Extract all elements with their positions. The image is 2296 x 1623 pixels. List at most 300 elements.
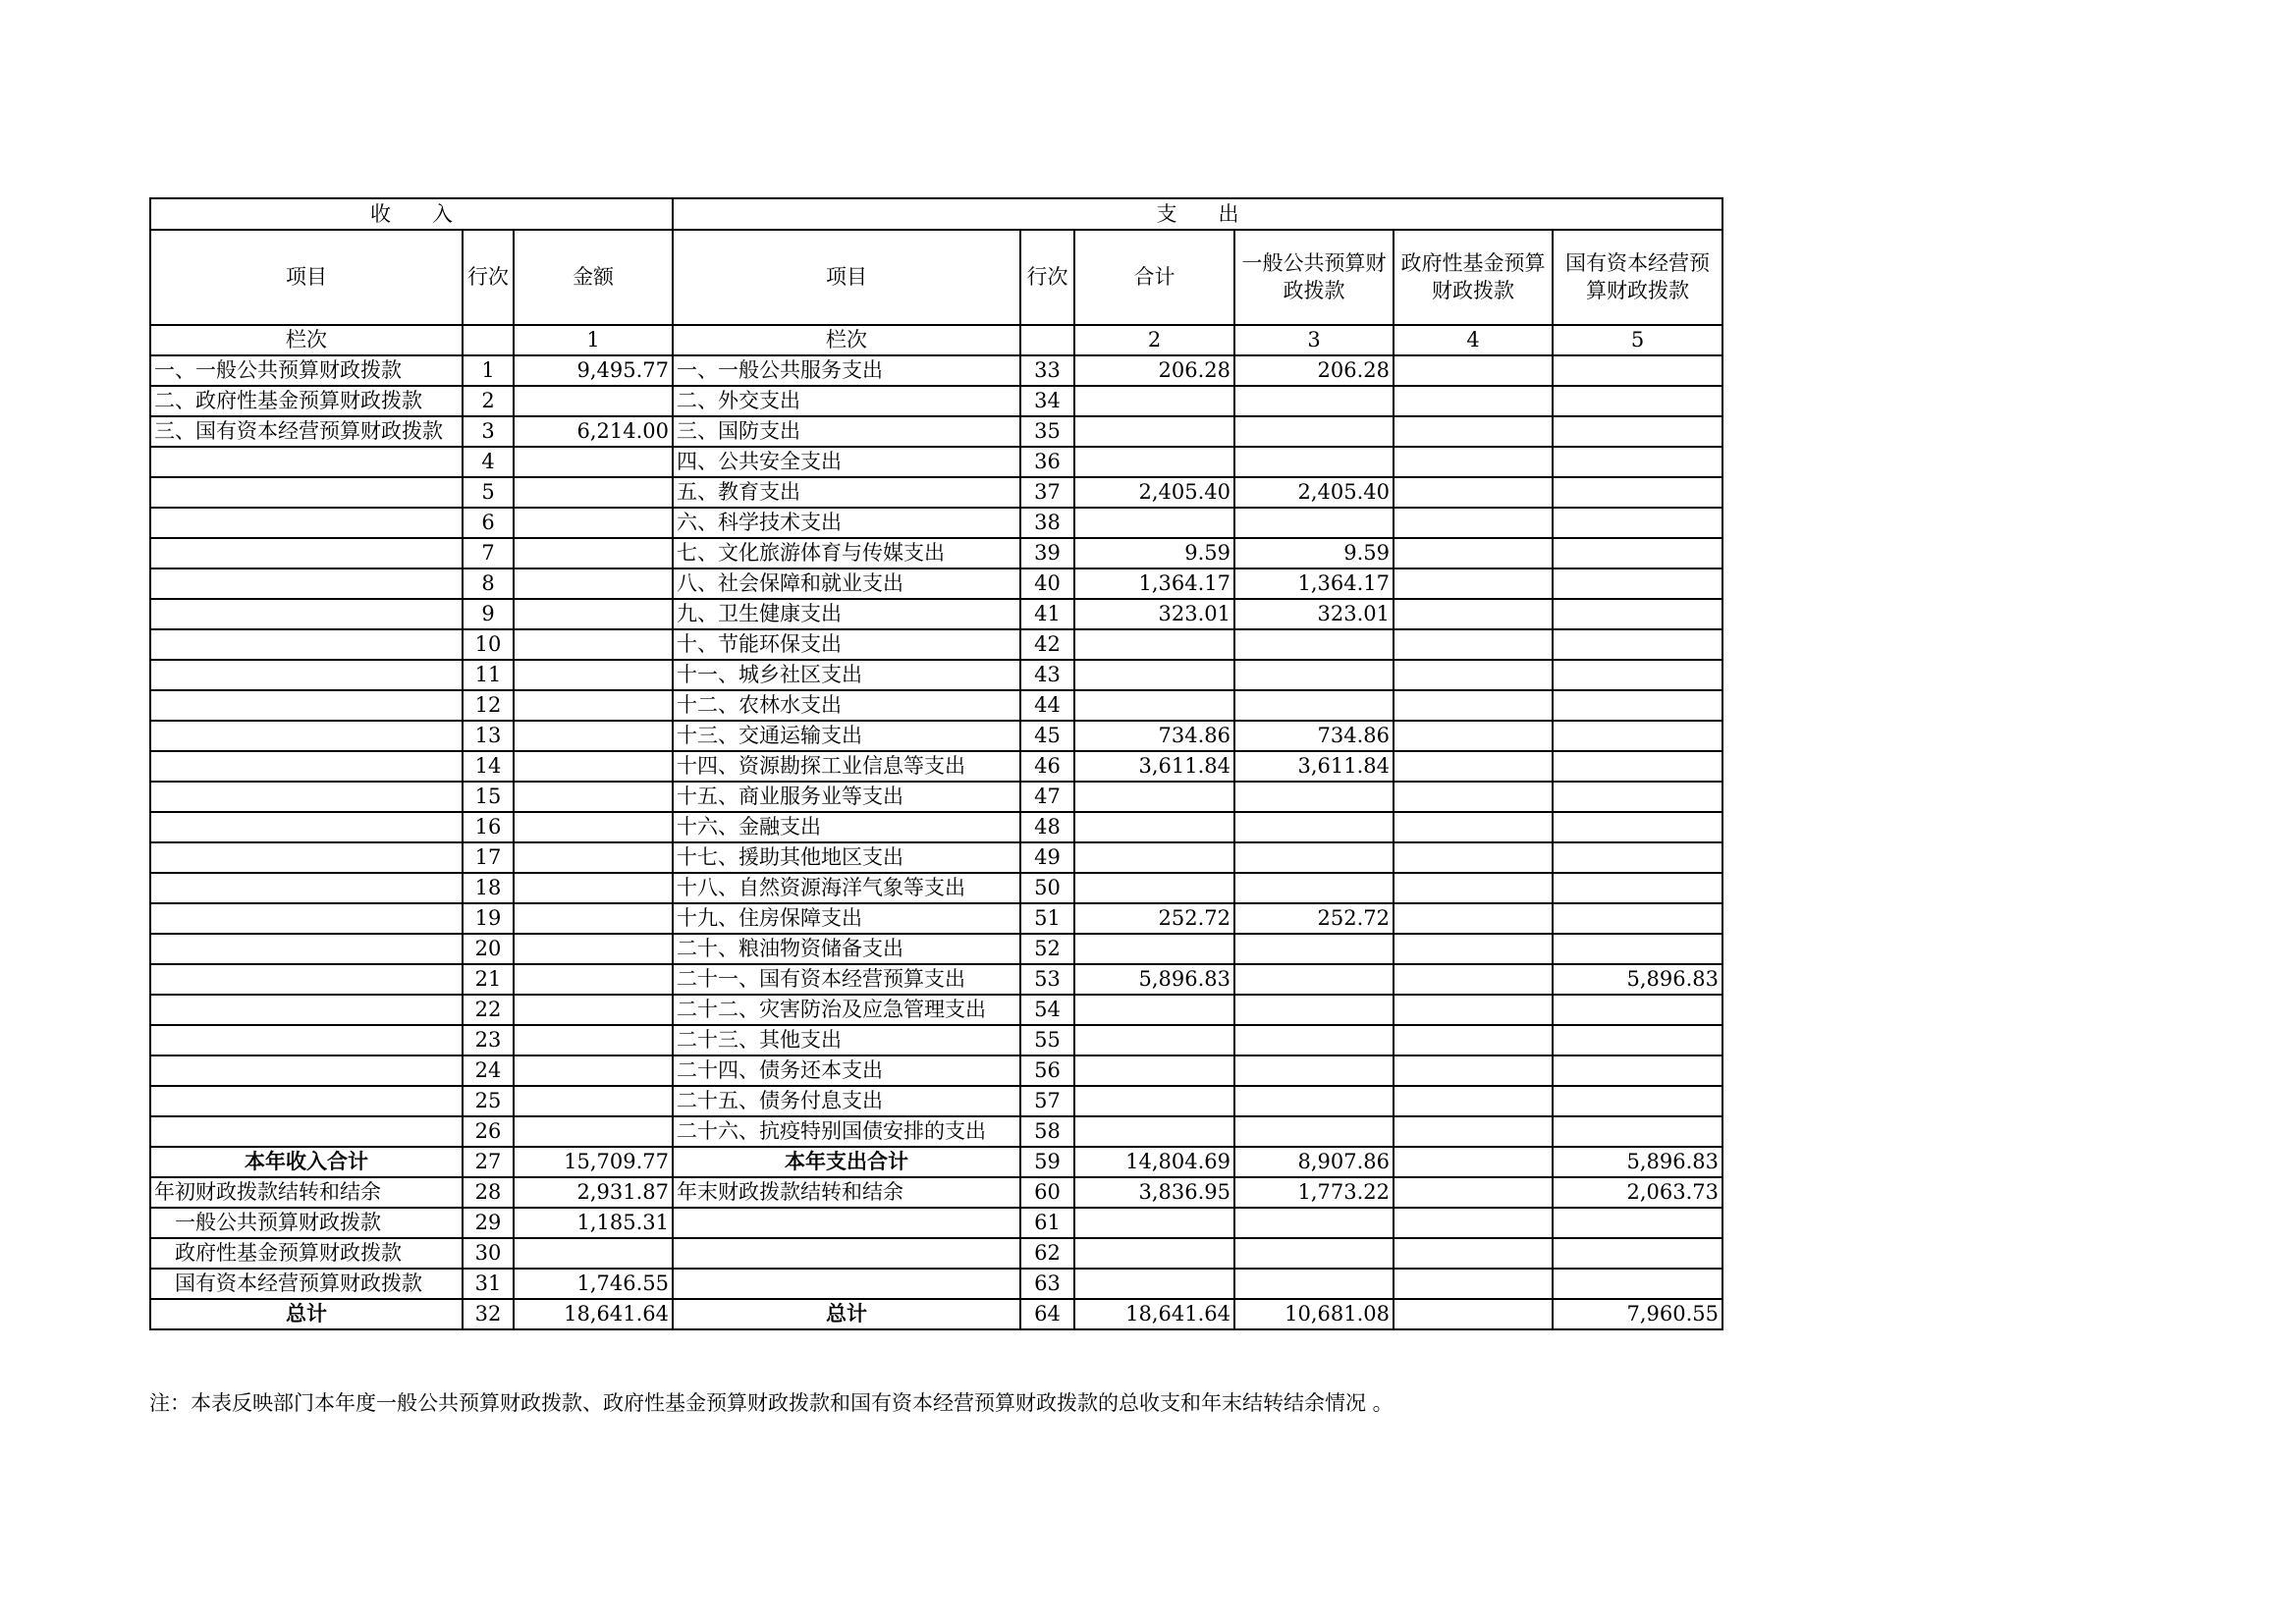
state-capital-budget-cell — [1553, 873, 1722, 903]
income-item-cell: 三、国有资本经营预算财政拨款 — [150, 416, 463, 447]
expense-item-cell — [673, 1269, 1020, 1299]
expense-line-no-cell: 55 — [1020, 1025, 1074, 1055]
expense-total-cell — [1074, 842, 1234, 873]
fund-budget-cell — [1394, 995, 1553, 1025]
income-line-no-cell: 9 — [463, 599, 514, 629]
income-line-no-cell: 17 — [463, 842, 514, 873]
fund-budget-cell — [1394, 1238, 1553, 1269]
table-row — [150, 1269, 1722, 1299]
state-capital-budget-cell — [1553, 1116, 1722, 1147]
income-line-no-cell: 12 — [463, 690, 514, 721]
income-item-cell — [150, 1055, 463, 1086]
expense-total-cell: 323.01 — [1074, 599, 1234, 629]
expense-index-label: 栏次 — [673, 325, 1020, 355]
income-amount-cell — [514, 903, 673, 934]
state-capital-budget-cell: 5,896.83 — [1553, 964, 1722, 995]
income-amount-cell — [514, 812, 673, 842]
expense-line-no-cell: 53 — [1020, 964, 1074, 995]
fund-budget-cell — [1394, 416, 1553, 447]
table-row — [150, 1116, 1722, 1147]
fund-budget-cell — [1394, 355, 1553, 386]
income-amount-cell — [514, 751, 673, 782]
state-capital-budget-cell — [1553, 416, 1722, 447]
income-item-cell: 政府性基金预算财政拨款 — [150, 1238, 463, 1269]
expense-item-cell: 总计 — [673, 1299, 1020, 1329]
expense-total-cell: 1,364.17 — [1074, 568, 1234, 599]
income-amount-cell — [514, 690, 673, 721]
fund-budget-cell — [1394, 568, 1553, 599]
general-budget-cell: 2,405.40 — [1234, 477, 1394, 508]
expense-item-cell: 二十一、国有资本经营预算支出 — [673, 964, 1020, 995]
fund-budget-cell — [1394, 751, 1553, 782]
general-budget-cell — [1234, 1025, 1394, 1055]
fund-budget-cell — [1394, 1055, 1553, 1086]
table-row — [150, 660, 1722, 690]
table-row — [150, 1238, 1722, 1269]
expense-item-cell: 二十五、债务付息支出 — [673, 1086, 1020, 1116]
general-budget-cell: 1,364.17 — [1234, 568, 1394, 599]
expense-total-cell — [1074, 660, 1234, 690]
footnote: 注：本表反映部门本年度一般公共预算财政拨款、政府性基金预算财政拨款和国有资本经营预算财政拨款的总收支和年末结转结余情况 。 — [149, 1391, 1394, 1415]
income-amount-cell — [514, 447, 673, 477]
general-budget-cell — [1234, 1208, 1394, 1238]
income-line-no-cell: 1 — [463, 355, 514, 386]
fund-budget-cell — [1394, 1269, 1553, 1299]
expense-total-cell — [1074, 1269, 1234, 1299]
income-amount-cell: 15,709.77 — [514, 1147, 673, 1177]
expense-item-cell: 十六、金融支出 — [673, 812, 1020, 842]
income-item-cell — [150, 842, 463, 873]
table-row — [150, 934, 1722, 964]
expense-total-cell — [1074, 873, 1234, 903]
expense-item-cell: 四、公共安全支出 — [673, 447, 1020, 477]
income-amount-cell — [514, 1055, 673, 1086]
general-budget-cell — [1234, 873, 1394, 903]
income-line-no-cell: 26 — [463, 1116, 514, 1147]
column-header-row — [150, 230, 1722, 325]
general-budget-cell — [1234, 447, 1394, 477]
income-amount-cell: 18,641.64 — [514, 1299, 673, 1329]
expense-total-cell: 206.28 — [1074, 355, 1234, 386]
fund-budget-cell — [1394, 782, 1553, 812]
expense-total-cell — [1074, 812, 1234, 842]
empty-cell — [1020, 325, 1074, 355]
income-amount-cell — [514, 1238, 673, 1269]
income-amount-cell — [514, 1086, 673, 1116]
general-budget-cell: 8,907.86 — [1234, 1147, 1394, 1177]
fund-budget-header: 政府性基金预算财政拨款 — [1394, 230, 1553, 325]
general-budget-cell — [1234, 416, 1394, 447]
general-budget-header: 一般公共预算财政拨款 — [1234, 230, 1394, 325]
state-capital-budget-header: 国有资本经营预算财政拨款 — [1553, 230, 1722, 325]
expense-item-cell: 十一、城乡社区支出 — [673, 660, 1020, 690]
income-line-no-header: 行次 — [463, 230, 514, 325]
general-budget-cell: 3,611.84 — [1234, 751, 1394, 782]
expense-line-no-cell: 39 — [1020, 538, 1074, 568]
income-amount-cell: 1,746.55 — [514, 1269, 673, 1299]
expense-line-no-cell: 62 — [1020, 1238, 1074, 1269]
table-row — [150, 355, 1722, 386]
expense-total-cell — [1074, 934, 1234, 964]
expense-item-cell: 五、教育支出 — [673, 477, 1020, 508]
income-amount-cell — [514, 386, 673, 416]
table-row — [150, 995, 1722, 1025]
table-row — [150, 903, 1722, 934]
income-item-cell: 国有资本经营预算财政拨款 — [150, 1269, 463, 1299]
section-title-row — [150, 198, 1722, 230]
table-row — [150, 447, 1722, 477]
income-amount-cell — [514, 721, 673, 751]
income-line-no-cell: 10 — [463, 629, 514, 660]
income-line-no-cell: 24 — [463, 1055, 514, 1086]
expense-total-cell — [1074, 1238, 1234, 1269]
expense-line-no-cell: 48 — [1020, 812, 1074, 842]
expense-section-title: 支 出 — [673, 198, 1722, 230]
table-row — [150, 721, 1722, 751]
fund-budget-cell — [1394, 508, 1553, 538]
expense-total-cell: 14,804.69 — [1074, 1147, 1234, 1177]
column-index-row — [150, 325, 1722, 355]
income-amount-cell — [514, 934, 673, 964]
table-row — [150, 477, 1722, 508]
fund-budget-cell — [1394, 538, 1553, 568]
state-capital-budget-cell — [1553, 1238, 1722, 1269]
table-row — [150, 690, 1722, 721]
expense-line-no-header: 行次 — [1020, 230, 1074, 325]
state-capital-budget-cell — [1553, 812, 1722, 842]
income-item-cell — [150, 751, 463, 782]
income-item-cell — [150, 690, 463, 721]
income-item-cell — [150, 1025, 463, 1055]
table-row — [150, 964, 1722, 995]
income-amount-cell — [514, 1025, 673, 1055]
income-line-no-cell: 22 — [463, 995, 514, 1025]
income-amount-cell — [514, 538, 673, 568]
table-row — [150, 416, 1722, 447]
fund-budget-cell — [1394, 903, 1553, 934]
income-amount-cell — [514, 629, 673, 660]
fund-budget-cell — [1394, 660, 1553, 690]
budget-table — [149, 197, 1723, 1330]
general-budget-cell — [1234, 1238, 1394, 1269]
income-line-no-cell: 3 — [463, 416, 514, 447]
fund-budget-cell — [1394, 1177, 1553, 1208]
expense-item-cell: 二十四、债务还本支出 — [673, 1055, 1020, 1086]
general-budget-cell — [1234, 934, 1394, 964]
state-capital-budget-cell — [1553, 1055, 1722, 1086]
expense-item-cell: 十三、交通运输支出 — [673, 721, 1020, 751]
state-capital-budget-cell — [1553, 721, 1722, 751]
income-amount-cell: 6,214.00 — [514, 416, 673, 447]
income-line-no-cell: 20 — [463, 934, 514, 964]
expense-line-no-cell: 46 — [1020, 751, 1074, 782]
income-line-no-cell: 32 — [463, 1299, 514, 1329]
income-amount-cell — [514, 995, 673, 1025]
general-budget-cell: 9.59 — [1234, 538, 1394, 568]
fund-budget-cell — [1394, 1299, 1553, 1329]
general-budget-cell — [1234, 1055, 1394, 1086]
expense-item-cell: 二十六、抗疫特别国债安排的支出 — [673, 1116, 1020, 1147]
table-row — [150, 873, 1722, 903]
expense-line-no-cell: 37 — [1020, 477, 1074, 508]
income-amount-cell — [514, 660, 673, 690]
expense-item-cell: 十七、援助其他地区支出 — [673, 842, 1020, 873]
expense-index-3: 3 — [1234, 325, 1394, 355]
expense-index-4: 4 — [1394, 325, 1553, 355]
expense-line-no-cell: 41 — [1020, 599, 1074, 629]
expense-item-cell: 十四、资源勘探工业信息等支出 — [673, 751, 1020, 782]
state-capital-budget-cell — [1553, 538, 1722, 568]
general-budget-cell: 10,681.08 — [1234, 1299, 1394, 1329]
expense-total-cell — [1074, 1116, 1234, 1147]
income-line-no-cell: 8 — [463, 568, 514, 599]
general-budget-cell — [1234, 842, 1394, 873]
income-item-cell — [150, 508, 463, 538]
income-item-cell — [150, 721, 463, 751]
income-line-no-cell: 5 — [463, 477, 514, 508]
income-amount-header: 金额 — [514, 230, 673, 325]
income-item-cell — [150, 812, 463, 842]
expense-line-no-cell: 36 — [1020, 447, 1074, 477]
fund-budget-cell — [1394, 842, 1553, 873]
expense-item-cell — [673, 1238, 1020, 1269]
expense-line-no-cell: 33 — [1020, 355, 1074, 386]
fund-budget-cell — [1394, 1208, 1553, 1238]
income-item-cell: 年初财政拨款结转和结余 — [150, 1177, 463, 1208]
expense-item-header: 项目 — [673, 230, 1020, 325]
fund-budget-cell — [1394, 1147, 1553, 1177]
expense-line-no-cell: 52 — [1020, 934, 1074, 964]
income-line-no-cell: 19 — [463, 903, 514, 934]
general-budget-cell — [1234, 782, 1394, 812]
expense-line-no-cell: 58 — [1020, 1116, 1074, 1147]
income-section-title: 收 入 — [150, 198, 673, 230]
expense-item-cell: 年末财政拨款结转和结余 — [673, 1177, 1020, 1208]
income-line-no-cell: 2 — [463, 386, 514, 416]
general-budget-cell — [1234, 1269, 1394, 1299]
expense-total-cell: 3,836.95 — [1074, 1177, 1234, 1208]
expense-total-cell: 18,641.64 — [1074, 1299, 1234, 1329]
table-row — [150, 568, 1722, 599]
general-budget-cell — [1234, 690, 1394, 721]
income-amount-cell: 9,495.77 — [514, 355, 673, 386]
expense-item-cell: 二十三、其他支出 — [673, 1025, 1020, 1055]
income-item-cell — [150, 660, 463, 690]
state-capital-budget-cell — [1553, 1086, 1722, 1116]
general-budget-cell — [1234, 1086, 1394, 1116]
state-capital-budget-cell: 7,960.55 — [1553, 1299, 1722, 1329]
table-row — [150, 782, 1722, 812]
income-item-cell — [150, 538, 463, 568]
income-item-cell — [150, 903, 463, 934]
general-budget-cell: 252.72 — [1234, 903, 1394, 934]
expense-total-cell: 5,896.83 — [1074, 964, 1234, 995]
expense-index-2: 2 — [1074, 325, 1234, 355]
general-budget-cell — [1234, 1116, 1394, 1147]
empty-cell — [463, 325, 514, 355]
income-item-cell — [150, 964, 463, 995]
general-budget-cell: 323.01 — [1234, 599, 1394, 629]
table-row — [150, 1025, 1722, 1055]
income-line-no-cell: 21 — [463, 964, 514, 995]
income-amount-cell — [514, 782, 673, 812]
expense-total-cell: 2,405.40 — [1074, 477, 1234, 508]
state-capital-budget-cell — [1553, 934, 1722, 964]
fund-budget-cell — [1394, 812, 1553, 842]
state-capital-budget-cell — [1553, 355, 1722, 386]
state-capital-budget-cell: 5,896.83 — [1553, 1147, 1722, 1177]
income-amount-cell — [514, 599, 673, 629]
table-row — [150, 1299, 1722, 1329]
expense-item-cell: 十九、住房保障支出 — [673, 903, 1020, 934]
expense-total-cell — [1074, 1208, 1234, 1238]
fund-budget-cell — [1394, 934, 1553, 964]
expense-total-cell — [1074, 995, 1234, 1025]
fund-budget-cell — [1394, 629, 1553, 660]
income-item-cell — [150, 447, 463, 477]
expense-item-cell: 二十二、灾害防治及应急管理支出 — [673, 995, 1020, 1025]
state-capital-budget-cell — [1553, 508, 1722, 538]
state-capital-budget-cell — [1553, 842, 1722, 873]
expense-item-cell: 一、一般公共服务支出 — [673, 355, 1020, 386]
expense-total-cell — [1074, 386, 1234, 416]
income-amount-cell — [514, 508, 673, 538]
state-capital-budget-cell — [1553, 782, 1722, 812]
table-row — [150, 1147, 1722, 1177]
fund-budget-cell — [1394, 873, 1553, 903]
expense-line-no-cell: 57 — [1020, 1086, 1074, 1116]
income-line-no-cell: 11 — [463, 660, 514, 690]
expense-total-cell: 734.86 — [1074, 721, 1234, 751]
table-row — [150, 1055, 1722, 1086]
income-item-cell — [150, 629, 463, 660]
income-line-no-cell: 27 — [463, 1147, 514, 1177]
expense-item-cell: 九、卫生健康支出 — [673, 599, 1020, 629]
general-budget-cell — [1234, 995, 1394, 1025]
expense-item-cell: 十二、农林水支出 — [673, 690, 1020, 721]
income-item-cell: 二、政府性基金预算财政拨款 — [150, 386, 463, 416]
income-item-cell — [150, 782, 463, 812]
expense-total-cell — [1074, 508, 1234, 538]
general-budget-cell — [1234, 508, 1394, 538]
income-item-cell: 一般公共预算财政拨款 — [150, 1208, 463, 1238]
state-capital-budget-cell — [1553, 660, 1722, 690]
expense-line-no-cell: 49 — [1020, 842, 1074, 873]
expense-line-no-cell: 34 — [1020, 386, 1074, 416]
general-budget-cell — [1234, 386, 1394, 416]
expense-item-cell: 二、外交支出 — [673, 386, 1020, 416]
expense-line-no-cell: 61 — [1020, 1208, 1074, 1238]
state-capital-budget-cell — [1553, 995, 1722, 1025]
income-line-no-cell: 15 — [463, 782, 514, 812]
expense-total-header: 合计 — [1074, 230, 1234, 325]
income-item-cell: 一、一般公共预算财政拨款 — [150, 355, 463, 386]
state-capital-budget-cell — [1553, 386, 1722, 416]
income-item-header: 项目 — [150, 230, 463, 325]
expense-item-cell: 本年支出合计 — [673, 1147, 1020, 1177]
income-item-cell — [150, 995, 463, 1025]
income-item-cell — [150, 1086, 463, 1116]
general-budget-cell — [1234, 629, 1394, 660]
income-item-cell — [150, 873, 463, 903]
expense-line-no-cell: 44 — [1020, 690, 1074, 721]
table-row — [150, 751, 1722, 782]
income-amount-cell — [514, 964, 673, 995]
expense-total-cell — [1074, 1086, 1234, 1116]
fund-budget-cell — [1394, 964, 1553, 995]
table-row — [150, 1086, 1722, 1116]
expense-item-cell: 七、文化旅游体育与传媒支出 — [673, 538, 1020, 568]
fund-budget-cell — [1394, 1025, 1553, 1055]
table-row — [150, 812, 1722, 842]
expense-total-cell — [1074, 690, 1234, 721]
table-row — [150, 629, 1722, 660]
income-amount-cell: 1,185.31 — [514, 1208, 673, 1238]
state-capital-budget-cell — [1553, 599, 1722, 629]
expense-line-no-cell: 64 — [1020, 1299, 1074, 1329]
table-row — [150, 386, 1722, 416]
general-budget-cell — [1234, 964, 1394, 995]
income-line-no-cell: 31 — [463, 1269, 514, 1299]
expense-total-cell: 3,611.84 — [1074, 751, 1234, 782]
expense-line-no-cell: 45 — [1020, 721, 1074, 751]
income-item-cell — [150, 568, 463, 599]
income-line-no-cell: 25 — [463, 1086, 514, 1116]
expense-line-no-cell: 35 — [1020, 416, 1074, 447]
table-row — [150, 538, 1722, 568]
expense-index-5: 5 — [1553, 325, 1722, 355]
expense-line-no-cell: 43 — [1020, 660, 1074, 690]
general-budget-cell: 734.86 — [1234, 721, 1394, 751]
state-capital-budget-cell — [1553, 751, 1722, 782]
income-line-no-cell: 16 — [463, 812, 514, 842]
income-line-no-cell: 29 — [463, 1208, 514, 1238]
expense-item-cell — [673, 1208, 1020, 1238]
state-capital-budget-cell — [1553, 1269, 1722, 1299]
expense-total-cell — [1074, 629, 1234, 660]
income-item-cell: 总计 — [150, 1299, 463, 1329]
expense-total-cell — [1074, 447, 1234, 477]
fund-budget-cell — [1394, 1116, 1553, 1147]
income-amount-cell — [514, 1116, 673, 1147]
income-amount-cell — [514, 568, 673, 599]
income-line-no-cell: 6 — [463, 508, 514, 538]
expense-item-cell: 八、社会保障和就业支出 — [673, 568, 1020, 599]
income-item-cell — [150, 1116, 463, 1147]
state-capital-budget-cell — [1553, 447, 1722, 477]
expense-line-no-cell: 38 — [1020, 508, 1074, 538]
fund-budget-cell — [1394, 1086, 1553, 1116]
expense-item-cell: 十八、自然资源海洋气象等支出 — [673, 873, 1020, 903]
expense-line-no-cell: 63 — [1020, 1269, 1074, 1299]
expense-line-no-cell: 59 — [1020, 1147, 1074, 1177]
expense-item-cell: 三、国防支出 — [673, 416, 1020, 447]
fund-budget-cell — [1394, 599, 1553, 629]
table-row — [150, 508, 1722, 538]
income-item-cell: 本年收入合计 — [150, 1147, 463, 1177]
income-item-cell — [150, 599, 463, 629]
expense-item-cell: 六、科学技术支出 — [673, 508, 1020, 538]
expense-line-no-cell: 60 — [1020, 1177, 1074, 1208]
general-budget-cell: 206.28 — [1234, 355, 1394, 386]
expense-total-cell — [1074, 1025, 1234, 1055]
income-line-no-cell: 7 — [463, 538, 514, 568]
fund-budget-cell — [1394, 477, 1553, 508]
income-amount-cell — [514, 477, 673, 508]
state-capital-budget-cell — [1553, 1208, 1722, 1238]
income-line-no-cell: 23 — [463, 1025, 514, 1055]
income-item-cell — [150, 934, 463, 964]
